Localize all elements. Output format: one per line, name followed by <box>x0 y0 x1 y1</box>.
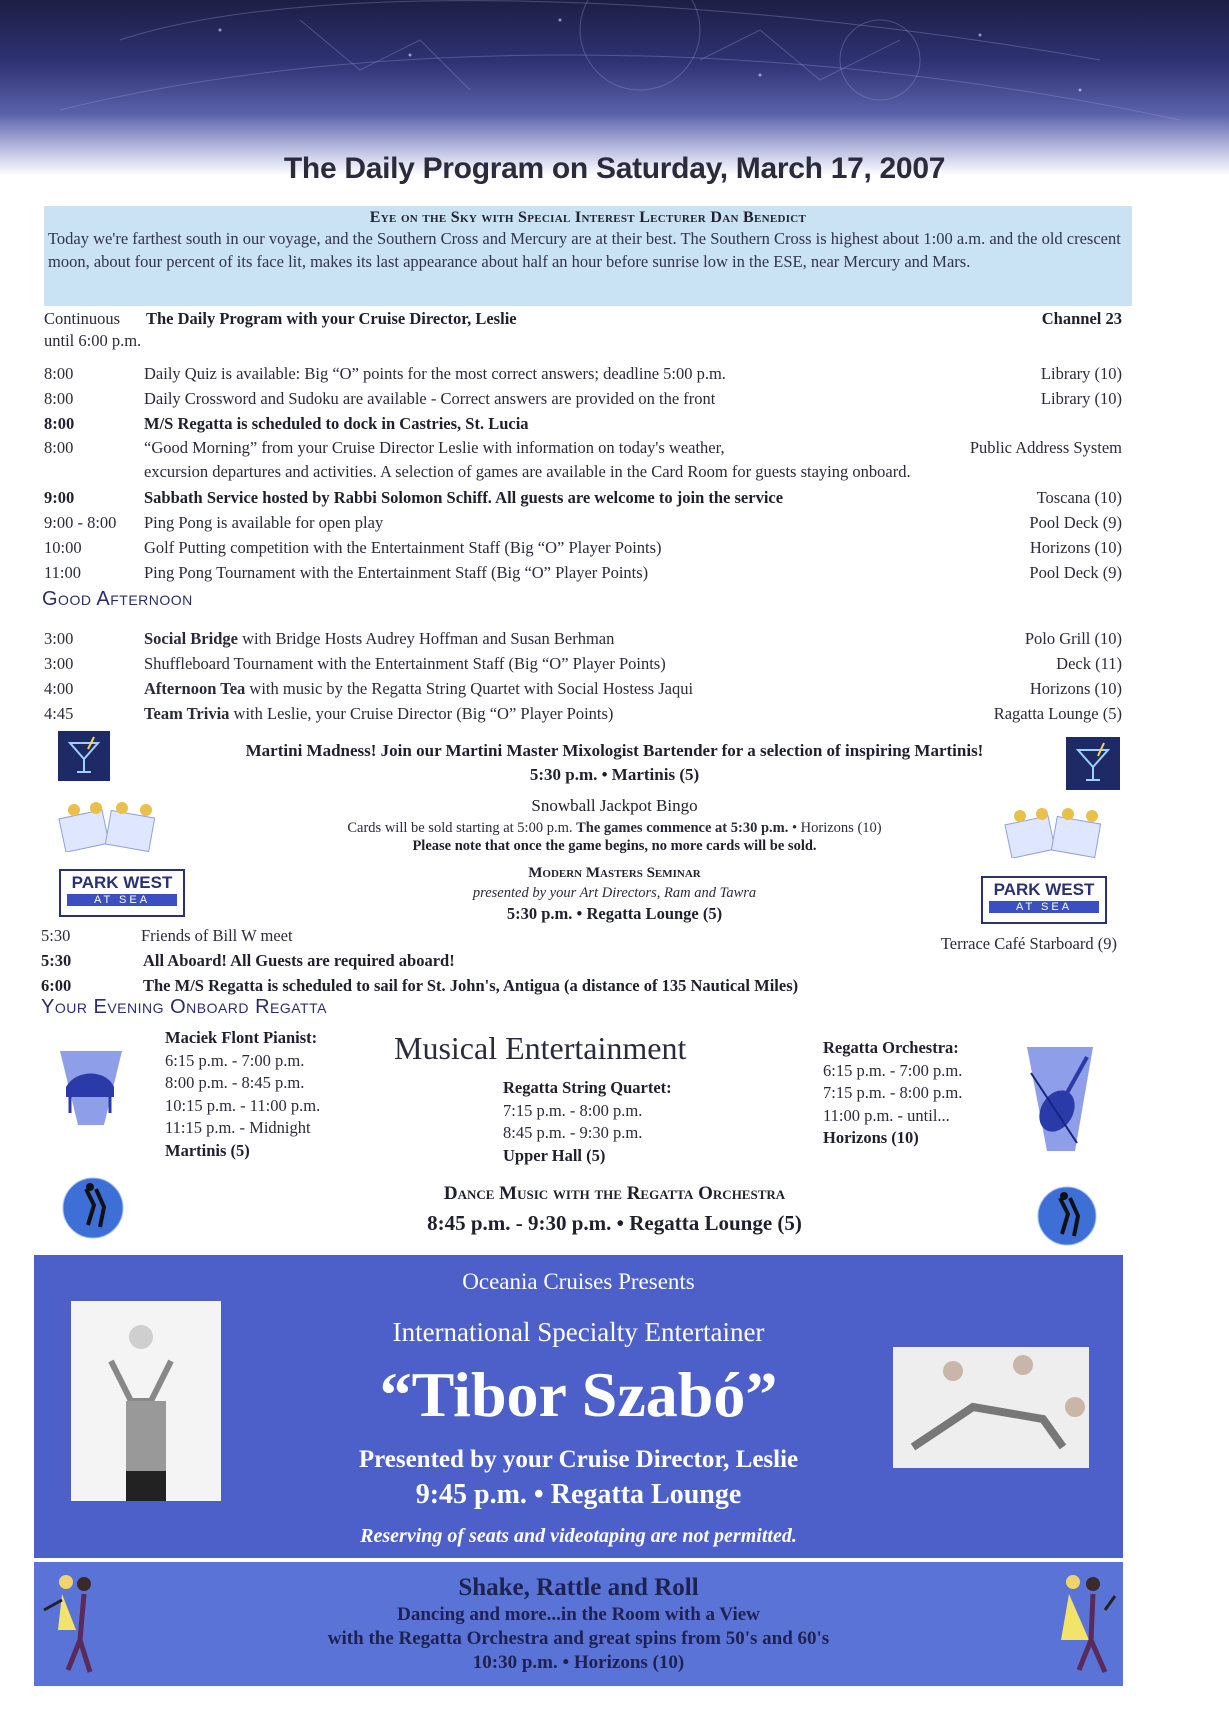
row-venue: Horizons (10) <box>1029 538 1122 557</box>
performance-venue: Upper Hall (5) <box>503 1145 606 1165</box>
banner-performer-name: “Tibor Szabó” <box>379 1359 778 1430</box>
row-venue: Pool Deck (9) <box>1029 563 1122 582</box>
schedule-row <box>44 679 1122 703</box>
row-venue: Ragatta Lounge (5) <box>993 704 1122 723</box>
performance-time: 6:15 p.m. - 7:00 p.m. <box>823 1060 963 1080</box>
bingo-title: Snowball Jackpot Bingo <box>531 796 698 815</box>
schedule-row <box>44 389 1122 413</box>
logo-text-bottom: AT SEA <box>67 894 177 906</box>
schedule-row <box>44 538 1122 562</box>
bingo-sale-text: Cards will be sold starting at 5:00 p.m. <box>347 820 577 836</box>
banner-notice: Reserving of seats and videotaping are not permitted. <box>360 1525 797 1547</box>
schedule-row <box>44 704 1122 728</box>
row-venue: Library (10) <box>1040 364 1122 383</box>
seminar-title: Modern Masters Seminar <box>528 865 701 881</box>
performer-name: Regatta String Quartet: <box>503 1078 672 1097</box>
continuous-row-2 <box>44 331 1122 355</box>
row-desc: The M/S Regatta is scheduled to sail for St. John's, Antigua (a distance of 135 Nautical Miles) <box>143 976 799 995</box>
performance-time: 8:00 p.m. - 8:45 p.m. <box>165 1073 305 1092</box>
continuous-row <box>44 309 1122 333</box>
schedule-row <box>44 629 1122 653</box>
row-venue: Deck (11) <box>1056 654 1122 673</box>
schedule-row <box>44 438 1122 462</box>
continuous-venue: Channel 23 <box>1041 309 1122 328</box>
schedule-row <box>44 364 1122 388</box>
performance-time: 7:15 p.m. - 8:00 p.m. <box>503 1100 643 1120</box>
pianist-column <box>165 1027 320 1162</box>
performance-time: 6:15 p.m. - 7:00 p.m. <box>165 1050 305 1070</box>
quartet-column <box>503 1077 672 1167</box>
schedule-row <box>44 563 1122 587</box>
row-time: 3:00 <box>44 654 74 673</box>
performance-time: 11:00 p.m. - until... <box>823 1105 950 1125</box>
row-venue: Toscana (10) <box>1036 488 1122 507</box>
row-desc: excursion departures and activities. A selection of games are available in the Card Room for guests staying onboard. <box>144 462 911 481</box>
performance-venue: Horizons (10) <box>823 1128 919 1147</box>
bingo-venue-text: • Horizons (10) <box>788 820 882 836</box>
lecture-title: Eye on the Sky with Special Interest Lecturer Dan Benedict <box>369 209 807 226</box>
martini-line-1: Martini Madness! Join our Martini Master Mixologist Bartender for a selection of inspiring Martinis! <box>245 741 984 760</box>
martini-line-2: 5:30 p.m. • Martinis (5) <box>529 765 700 784</box>
continuous-desc: The Daily Program with your Cruise Director, Leslie <box>146 309 517 328</box>
row-desc: All Aboard! All Guests are required aboard! <box>143 951 455 970</box>
row-desc: M/S Regatta is scheduled to dock in Castries, St. Lucia <box>144 414 529 433</box>
row-time: 8:00 <box>44 438 74 457</box>
seminar-sub: presented by your Art Directors, Ram and Tawra <box>472 885 757 901</box>
bingo-start-text: The games commence at 5:30 p.m. <box>576 820 789 836</box>
row-time: 8:00 <box>44 389 74 408</box>
performance-time: 10:15 p.m. - 11:00 p.m. <box>165 1095 321 1115</box>
shake-line-2: with the Regatta Orchestra and great spins from 50's and 60's <box>327 1628 830 1649</box>
row-desc: Ping Pong Tournament with the Entertainment Staff (Big “O” Player Points) <box>144 563 649 582</box>
row-venue: Polo Grill (10) <box>1024 629 1122 648</box>
bingo-line-2: Please note that once the game begins, no more cards will be sold. <box>412 838 817 854</box>
row-lead: Afternoon Tea <box>144 679 246 698</box>
row-desc: with Leslie, your Cruise Director (Big “O” Player Points) <box>229 704 614 723</box>
seminar-when: 5:30 p.m. • Regatta Lounge (5) <box>506 904 723 923</box>
performance-time: 8:45 p.m. - 9:30 p.m. <box>503 1123 643 1142</box>
row-lead: Team Trivia <box>144 704 230 723</box>
star-chart-graphic <box>0 0 1229 175</box>
row-time: 8:00 <box>44 364 74 383</box>
banner-when: 9:45 p.m. • Regatta Lounge <box>415 1479 742 1510</box>
row-desc: Shuffleboard Tournament with the Entertainment Staff (Big “O” Player Points) <box>144 654 666 673</box>
performance-venue: Martinis (5) <box>165 1140 250 1160</box>
row-time: 9:00 - 8:00 <box>44 513 117 532</box>
row-desc: Friends of Bill W meet <box>141 926 293 945</box>
schedule-row <box>41 926 1119 953</box>
row-time: 10:00 <box>44 538 82 557</box>
row-time: 8:00 <box>44 414 75 433</box>
shake-rattle-roll-banner <box>34 1562 1123 1686</box>
row-time: 3:00 <box>44 629 74 648</box>
lecture-box <box>44 206 1132 306</box>
piano-icon <box>56 1047 126 1132</box>
row-time: 9:00 <box>44 488 75 507</box>
row-time: 6:00 <box>41 976 72 995</box>
orchestra-column <box>823 1037 962 1150</box>
logo-text-bottom: AT SEA <box>989 901 1099 913</box>
row-venue: Library (10) <box>1040 389 1122 408</box>
row-time: 4:45 <box>44 704 74 723</box>
schedule-row-continuation <box>44 462 1122 486</box>
logo-text-top: PARK WEST <box>71 873 173 892</box>
banner-presents: Oceania Cruises Presents <box>462 1269 695 1294</box>
row-venue: Terrace Café Starboard (9) <box>940 934 1117 953</box>
row-time: 5:30 <box>41 951 72 970</box>
violin-icon <box>1021 1043 1101 1158</box>
performance-time: 11:15 p.m. - Midnight <box>165 1118 311 1137</box>
row-desc: Daily Crossword and Sudoku are available - Correct answers are provided on the front <box>144 389 716 408</box>
dance-when: 8:45 p.m. - 9:30 p.m. • Regatta Lounge (5) <box>427 1211 802 1235</box>
schedule-row <box>41 951 1119 975</box>
shake-line-3: 10:30 p.m. • Horizons (10) <box>472 1652 685 1673</box>
performance-time: 7:15 p.m. - 8:00 p.m. <box>823 1083 963 1102</box>
row-venue: Pool Deck (9) <box>1029 513 1122 532</box>
row-lead: Social Bridge <box>144 629 238 648</box>
row-desc: with music by the Regatta String Quartet with Social Hostess Jaqui <box>245 679 694 698</box>
dance-title: Dance Music with the Regatta Orchestra <box>443 1183 786 1204</box>
musical-title: Musical Entertainment <box>394 1030 687 1066</box>
row-venue: Horizons (10) <box>1029 679 1122 698</box>
row-time: 11:00 <box>44 563 81 582</box>
continuous-time-2: until 6:00 p.m. <box>44 331 142 350</box>
performer-name: Maciek Flont Pianist: <box>165 1028 318 1047</box>
row-desc: Golf Putting competition with the Entertainment Staff (Big “O” Player Points) <box>144 538 662 557</box>
row-time: 5:30 <box>41 926 71 945</box>
row-desc: Sabbath Service hosted by Rabbi Solomon Schiff. All guests are welcome to join the service <box>144 488 784 507</box>
performer-name: Regatta Orchestra: <box>823 1038 959 1057</box>
schedule-row <box>44 414 1122 438</box>
row-venue: Public Address System <box>969 438 1122 457</box>
continuous-time: Continuous <box>44 309 121 328</box>
schedule-row <box>44 654 1122 678</box>
page-title: The Daily Program on Saturday, March 17, 2007 <box>283 152 946 185</box>
row-time: 4:00 <box>44 679 74 698</box>
logo-text-top: PARK WEST <box>993 880 1095 899</box>
schedule-row <box>44 488 1122 512</box>
shake-title: Shake, Rattle and Roll <box>458 1574 699 1601</box>
sky-header-image <box>0 0 1229 175</box>
bingo-line-1 <box>0 820 1229 837</box>
banner-presented-by: Presented by your Cruise Director, Leslie <box>358 1446 799 1473</box>
row-desc: “Good Morning” from your Cruise Director Leslie with information on today's weather, <box>144 438 725 457</box>
section-heading-evening: Your Evening Onboard Regatta <box>41 996 327 1018</box>
row-desc: Daily Quiz is available: Big “O” points for the most correct answers; deadline 5:00 p.m. <box>144 364 726 383</box>
lecture-text: Today we're farthest south in our voyage, and the Southern Cross and Mercury are at their best. The Southern Cross is highest about 1:00 a.m. and the old crescent moon, about four percent of its face lit, makes its last appearance about half an hour before sunrise low in the ESE, near Mercury and Mars. <box>48 229 1121 271</box>
row-desc: Ping Pong is available for open play <box>144 513 384 532</box>
schedule-row <box>44 513 1122 537</box>
banner-subtitle: International Specialty Entertainer <box>392 1317 765 1347</box>
row-desc: with Bridge Hosts Audrey Hoffman and Susan Berhman <box>237 629 615 648</box>
section-heading-afternoon: Good Afternoon <box>42 588 193 610</box>
shake-line-1: Dancing and more...in the Room with a View <box>397 1604 760 1625</box>
featured-entertainer-banner <box>34 1255 1123 1558</box>
